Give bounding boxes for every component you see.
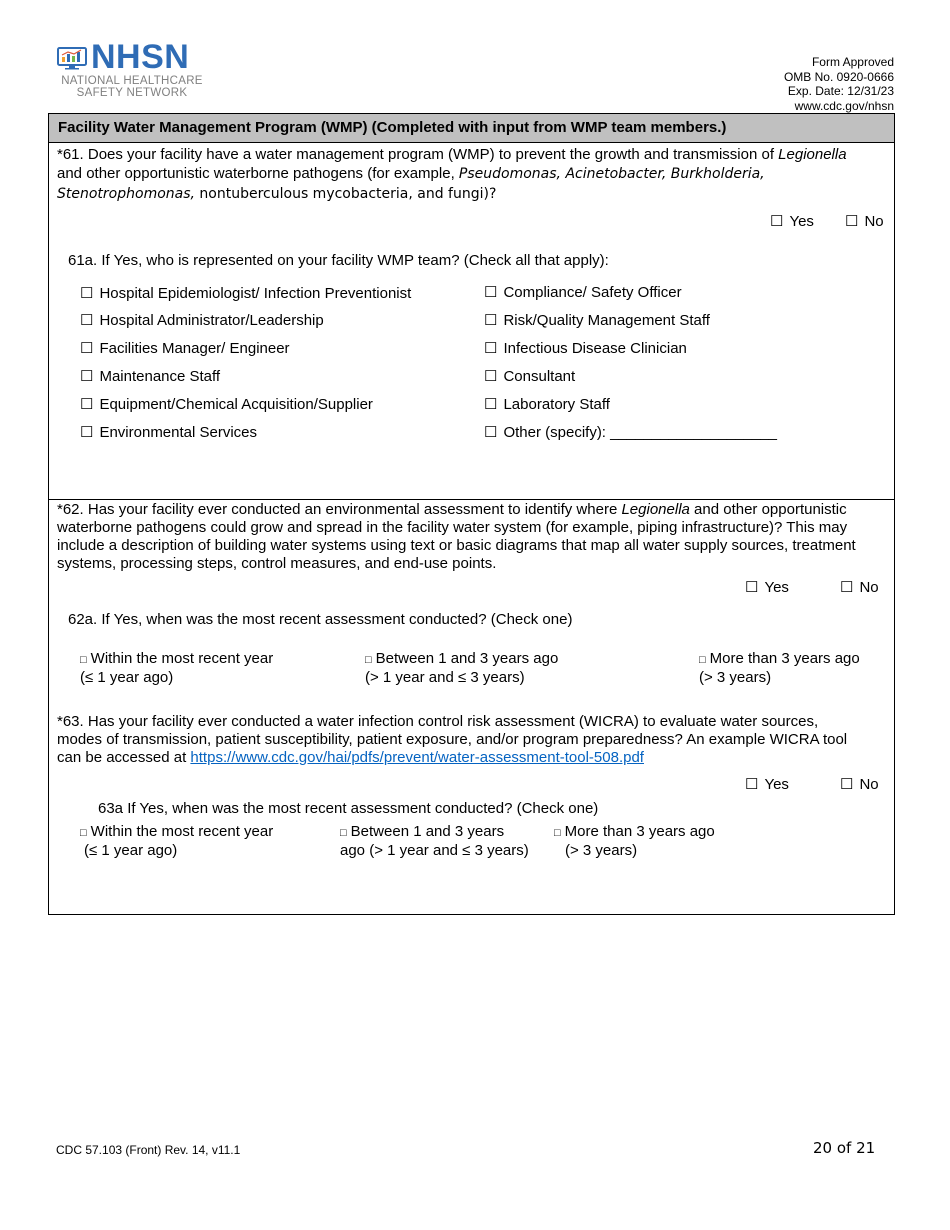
footer-page-number: 20 of 21 bbox=[813, 1139, 876, 1157]
q62-line-1b: and other opportunistic bbox=[689, 501, 847, 518]
q61-no-label: No bbox=[864, 213, 884, 230]
q62-no-option[interactable] bbox=[840, 578, 879, 596]
q62-italic: Legionella bbox=[621, 501, 690, 518]
checkbox[interactable]: ☐ bbox=[80, 368, 94, 385]
q61a-option-compliance-officer[interactable] bbox=[484, 283, 682, 301]
option-label-1: Between 1 and 3 years bbox=[350, 823, 505, 840]
checkbox[interactable]: □ bbox=[80, 827, 87, 839]
q61-yes-option[interactable] bbox=[770, 212, 814, 230]
q61a-option-hospital-epidemiologist[interactable] bbox=[80, 284, 411, 302]
option-label-1: Within the most recent year bbox=[90, 650, 274, 667]
q62-yes-label: Yes bbox=[764, 579, 789, 596]
q61-italic-3: Stenotrophomonas, bbox=[57, 186, 195, 202]
form-section bbox=[48, 113, 895, 915]
checkbox[interactable]: □ bbox=[554, 827, 561, 839]
checkbox[interactable]: ☐ bbox=[745, 579, 759, 596]
checkbox[interactable]: ☐ bbox=[840, 776, 854, 793]
checkbox[interactable]: ☐ bbox=[484, 284, 498, 301]
option-label: Laboratory Staff bbox=[503, 396, 610, 413]
q62-text bbox=[57, 501, 892, 573]
option-label-2: ago (> 1 year and ≤ 3 years) bbox=[340, 842, 529, 859]
checkbox[interactable]: ☐ bbox=[484, 368, 498, 385]
q61-text-1: *61. Does your facility have a water management program (WMP) to prevent the growth and transmission of bbox=[57, 146, 779, 163]
q63a-question: 63a If Yes, when was the most recent assessment conducted? (Check one) bbox=[98, 800, 599, 817]
option-label: Environmental Services bbox=[99, 424, 258, 441]
q62a-question: 62a. If Yes, when was the most recent assessment conducted? (Check one) bbox=[68, 611, 573, 628]
q62-line-4: systems, processing steps, control measures, and end-use points. bbox=[57, 555, 497, 572]
q61a-option-consultant[interactable] bbox=[484, 367, 575, 385]
q61a-option-environmental-services[interactable] bbox=[80, 423, 257, 441]
checkbox[interactable]: □ bbox=[699, 654, 706, 666]
option-label-2: (> 1 year and ≤ 3 years) bbox=[365, 669, 525, 686]
omb-block bbox=[784, 55, 894, 113]
option-label: Facilities Manager/ Engineer bbox=[99, 340, 290, 357]
checkbox[interactable]: ☐ bbox=[80, 396, 94, 413]
checkbox[interactable]: □ bbox=[340, 827, 347, 839]
footer-form-id: CDC 57.103 (Front) Rev. 14, v11.1 bbox=[56, 1143, 241, 1157]
q63-yes-label: Yes bbox=[764, 776, 789, 793]
row-divider bbox=[49, 499, 894, 500]
q63-line-3: can be accessed at bbox=[57, 749, 191, 766]
option-label: Risk/Quality Management Staff bbox=[503, 312, 710, 329]
wicra-tool-link[interactable]: https://www.cdc.gov/hai/pdfs/prevent/water-assessment-tool-508.pdf bbox=[190, 749, 644, 766]
q61-yes-label: Yes bbox=[789, 213, 814, 230]
q63-no-option[interactable] bbox=[840, 775, 879, 793]
q62-line-3: include a description of building water systems using text or basic diagrams that map all water supply sources, treatment bbox=[57, 537, 856, 554]
section-title: Facility Water Management Program (WMP) (Completed with input from WMP team members.) bbox=[58, 119, 727, 136]
q62-line-1: *62. Has your facility ever conducted an environmental assessment to identify where bbox=[57, 501, 622, 518]
q61-text bbox=[57, 145, 892, 204]
checkbox[interactable]: ☐ bbox=[770, 213, 784, 230]
q61a-option-maintenance-staff[interactable] bbox=[80, 367, 220, 385]
q63a-option-more-3-years[interactable] bbox=[554, 823, 715, 860]
q63-line-1: *63. Has your facility ever conducted a water infection control risk assessment (WICRA) to evaluate water sources, bbox=[57, 713, 819, 730]
option-label-2: (> 3 years) bbox=[699, 669, 772, 686]
option-label-1: More than 3 years ago bbox=[564, 823, 715, 840]
omb-line-4: www.cdc.gov/nhsn bbox=[794, 98, 894, 113]
checkbox[interactable]: ☐ bbox=[484, 424, 498, 441]
checkbox[interactable]: ☐ bbox=[745, 776, 759, 793]
logo-wordmark: NHSN bbox=[91, 38, 190, 76]
omb-line-2: OMB No. 0920-0666 bbox=[783, 69, 894, 84]
q62a-option-more-3-years[interactable] bbox=[699, 650, 860, 687]
logo-subtitle-2: SAFETY NETWORK bbox=[76, 87, 188, 99]
option-label: Hospital Administrator/Leadership bbox=[99, 312, 324, 329]
q63a-option-1-3-years[interactable] bbox=[340, 823, 529, 860]
q61-text-3: nontuberculous mycobacteria, and fungi)? bbox=[194, 186, 497, 202]
option-label: Equipment/Chemical Acquisition/Supplier bbox=[99, 396, 373, 413]
option-label-2: (> 3 years) bbox=[565, 842, 638, 859]
q61a-question: 61a. If Yes, who is represented on your facility WMP team? (Check all that apply): bbox=[68, 252, 609, 269]
checkbox[interactable]: ☐ bbox=[840, 579, 854, 596]
checkbox[interactable]: ☐ bbox=[80, 340, 94, 357]
nhsn-logo bbox=[57, 38, 207, 100]
q61-no-option[interactable] bbox=[845, 212, 884, 230]
option-label-1: Within the most recent year bbox=[90, 823, 274, 840]
checkbox[interactable]: ☐ bbox=[484, 340, 498, 357]
checkbox[interactable]: ☐ bbox=[80, 285, 94, 302]
checkbox[interactable]: □ bbox=[80, 654, 87, 666]
q63-text bbox=[57, 713, 892, 767]
omb-line-1: Form Approved bbox=[811, 55, 894, 69]
q61a-option-hospital-administrator[interactable] bbox=[80, 311, 324, 329]
q62a-option-1-3-years[interactable] bbox=[365, 650, 558, 687]
option-label-1: Between 1 and 3 years ago bbox=[375, 650, 559, 667]
option-label: Maintenance Staff bbox=[99, 368, 221, 385]
q62-no-label: No bbox=[859, 579, 879, 596]
q61a-option-infectious-disease[interactable] bbox=[484, 339, 687, 357]
q61a-option-facilities-manager[interactable] bbox=[80, 339, 290, 357]
q61a-option-other-specify[interactable] bbox=[484, 423, 777, 441]
section-header bbox=[49, 114, 894, 143]
option-label: Hospital Epidemiologist/ Infection Preventionist bbox=[99, 285, 412, 302]
q61a-option-laboratory-staff[interactable] bbox=[484, 395, 610, 413]
q62-yes-option[interactable] bbox=[745, 578, 789, 596]
monitor-chart-icon bbox=[57, 47, 87, 70]
q61-text-2: and other opportunistic waterborne pathogens (for example, bbox=[57, 165, 459, 182]
q62a-option-within-year[interactable] bbox=[80, 650, 273, 687]
q63-yes-option[interactable] bbox=[745, 775, 789, 793]
checkbox[interactable]: ☐ bbox=[80, 312, 94, 329]
q61-italic-2: Pseudomonas, Acinetobacter, Burkholderia, bbox=[458, 166, 765, 182]
logo-subtitle-1: NATIONAL HEALTHCARE bbox=[61, 75, 203, 87]
option-label-1: More than 3 years ago bbox=[709, 650, 860, 667]
option-label: Consultant bbox=[503, 368, 576, 385]
omb-line-3: Exp. Date: 12/31/23 bbox=[787, 84, 894, 98]
checkbox[interactable]: ☐ bbox=[845, 213, 859, 230]
checkbox[interactable]: ☐ bbox=[484, 312, 498, 329]
checkbox[interactable]: ☐ bbox=[484, 396, 498, 413]
q63-no-label: No bbox=[859, 776, 879, 793]
q61a-option-equipment-supplier[interactable] bbox=[80, 395, 373, 413]
q62-line-2: waterborne pathogens could grow and spread in the facility water system (for example, piping infrastructure)? This may bbox=[57, 519, 848, 536]
q61-italic-1: Legionella bbox=[778, 146, 847, 163]
option-label: Infectious Disease Clinician bbox=[503, 340, 687, 357]
q63-line-2: modes of transmission, patient susceptibility, patient exposure, and/or program preparedness? An example WICRA tool bbox=[57, 731, 848, 748]
q61a-option-risk-quality[interactable] bbox=[484, 311, 710, 329]
option-label-2: (≤ 1 year ago) bbox=[80, 669, 174, 686]
checkbox[interactable]: ☐ bbox=[80, 424, 94, 441]
checkbox[interactable]: □ bbox=[365, 654, 372, 666]
q63a-option-within-year[interactable] bbox=[80, 823, 273, 860]
option-label: Compliance/ Safety Officer bbox=[503, 284, 682, 301]
option-label-2: (≤ 1 year ago) bbox=[84, 842, 178, 859]
option-label: Other (specify): ____________________ bbox=[503, 424, 777, 441]
